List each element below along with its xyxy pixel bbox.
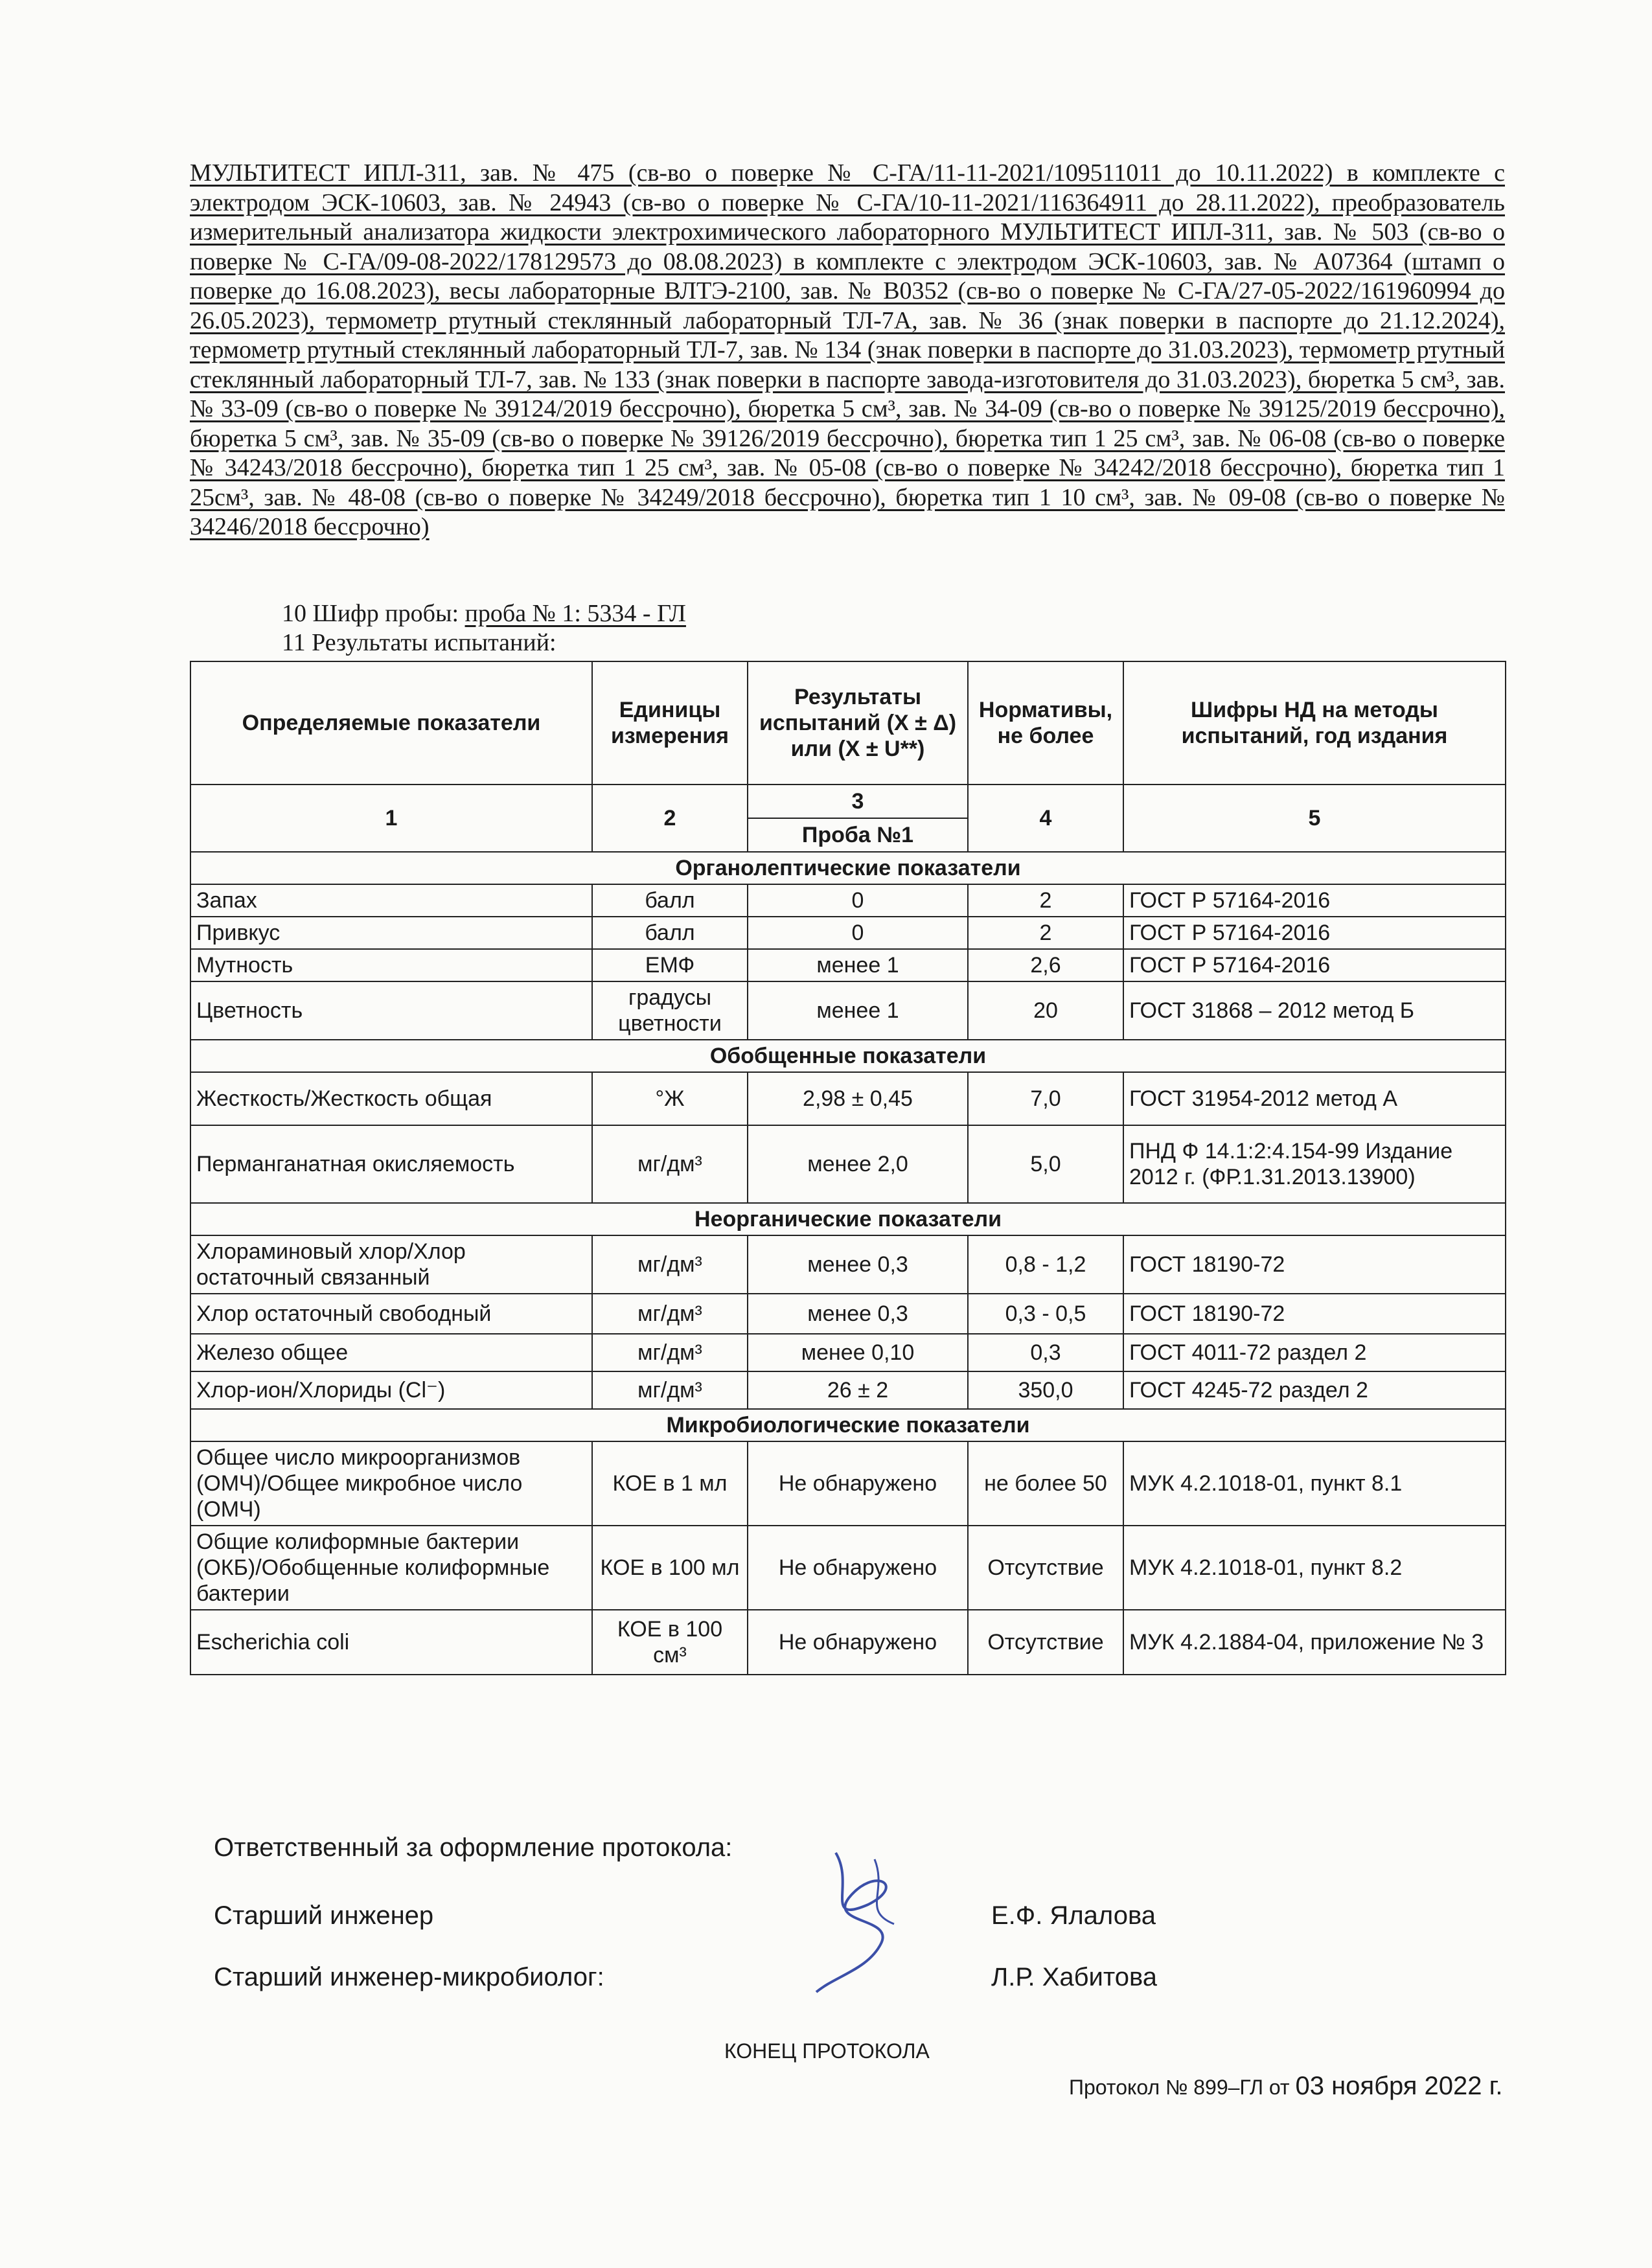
- header-norms: Нормативы, не более: [968, 661, 1123, 785]
- result-cell: менее 0,10: [748, 1334, 968, 1371]
- table-row: [190, 917, 1506, 949]
- result-cell: 0: [748, 917, 968, 949]
- indicator-cell: Цветность: [190, 981, 592, 1040]
- header-results: Результаты испытаний (Х ± Δ) или (Х ± U**): [748, 661, 968, 785]
- indicator-cell: Привкус: [190, 917, 592, 949]
- result-cell: 26 ± 2: [748, 1371, 968, 1409]
- norm-cell: 2: [968, 884, 1123, 917]
- table-row: [190, 1610, 1506, 1675]
- method-cell: ГОСТ 18190-72: [1123, 1235, 1506, 1294]
- method-cell: МУК 4.2.1884-04, приложение № 3: [1123, 1610, 1506, 1675]
- indicator-cell: Запах: [190, 884, 592, 917]
- method-cell: ГОСТ 4245-72 раздел 2: [1123, 1371, 1506, 1409]
- microbiologist-title: Старший инженер-микробиолог:: [214, 1963, 604, 1991]
- result-cell: менее 1: [748, 981, 968, 1040]
- table-row: [190, 1334, 1506, 1371]
- indicator-cell: Общее число микроорганизмов (ОМЧ)/Общее микробное число (ОМЧ): [190, 1441, 592, 1526]
- units-cell: мг/дм³: [592, 1371, 748, 1409]
- result-cell: Не обнаружено: [748, 1526, 968, 1610]
- indicator-cell: Хлор остаточный свободный: [190, 1294, 592, 1334]
- results-table: [190, 661, 1506, 1675]
- header-units: Единицы измерения: [592, 661, 748, 785]
- units-cell: балл: [592, 884, 748, 917]
- table-row: [190, 1072, 1506, 1125]
- column-number: 4: [968, 785, 1123, 852]
- norm-cell: 2,6: [968, 949, 1123, 981]
- norm-cell: не более 50: [968, 1441, 1123, 1526]
- column-numbers-row: [190, 785, 1506, 818]
- sample-code-label: 10 Шифр пробы:: [282, 600, 465, 627]
- end-of-protocol: КОНЕЦ ПРОТОКОЛА: [724, 2039, 930, 2063]
- footer-protocol-number: Протокол № 899–ГЛ от: [1069, 2076, 1290, 2099]
- indicator-cell: Хлор-ион/Хлориды (Cl⁻): [190, 1371, 592, 1409]
- sample-code-line: [282, 599, 686, 628]
- norm-cell: 20: [968, 981, 1123, 1040]
- result-cell: Не обнаружено: [748, 1610, 968, 1675]
- method-cell: ГОСТ Р 57164-2016: [1123, 917, 1506, 949]
- indicator-cell: Escherichia coli: [190, 1610, 592, 1675]
- senior-engineer-name: Е.Ф. Ялалова: [991, 1901, 1156, 1930]
- result-cell: менее 2,0: [748, 1125, 968, 1203]
- table-header-row: [190, 661, 1506, 785]
- indicator-cell: Общие колиформные бактерии (ОКБ)/Обобщенные колиформные бактерии: [190, 1526, 592, 1610]
- units-cell: ЕМФ: [592, 949, 748, 981]
- norm-cell: 5,0: [968, 1125, 1123, 1203]
- responsible-label: Ответственный за оформление протокола:: [214, 1833, 733, 1862]
- indicator-cell: Железо общее: [190, 1334, 592, 1371]
- units-cell: градусы цветности: [592, 981, 748, 1040]
- table-row: [190, 1125, 1506, 1203]
- method-cell: ПНД Ф 14.1:2:4.154-99 Издание 2012 г. (ФР.1.31.2013.13900): [1123, 1125, 1506, 1203]
- result-cell: 2,98 ± 0,45: [748, 1072, 968, 1125]
- norm-cell: 0,3 - 0,5: [968, 1294, 1123, 1334]
- units-cell: мг/дм³: [592, 1294, 748, 1334]
- section-title: Обобщенные показатели: [190, 1040, 1506, 1072]
- column-number: 5: [1123, 785, 1506, 852]
- table-row: [190, 884, 1506, 917]
- result-cell: менее 1: [748, 949, 968, 981]
- table-row: [190, 1294, 1506, 1334]
- section-header-row: [190, 1203, 1506, 1235]
- header-indicator: Определяемые показатели: [190, 661, 592, 785]
- instruments-paragraph: МУЛЬТИТЕСТ ИПЛ-311, зав. № 475 (св-во о поверке № С-ГА/11-11-2021/109511011 до 10.11.2022) в комплекте с электродом ЭСК-10603, зав. № 24943 (св-во о поверке № С-ГА/10-11-2021/116364911 до 28.11.2022), преобразователь измерительный анализатора жидкости электрохимического лабораторного МУЛЬТИТЕСТ ИПЛ-311, зав. № 503 (св-во о поверке № С-ГА/09-08-2022/178129573 до 08.08.2023) в комплекте с электродом ЭСК-10603, зав. № А07364 (штамп о поверке до 16.08.2023), весы лабораторные ВЛТЭ-2100, зав. № В0352 (св-во о поверке № С-ГА/27-05-2022/161960994 до 26.05.2023), термометр ртутный стеклянный лабораторный ТЛ-7А, зав. № 36 (знак поверки в паспорте до 21.12.2024), термометр ртутный стеклянный лабораторный ТЛ-7, зав. № 134 (знак поверки в паспорте до 31.03.2023), термометр ртутный стеклянный лабораторный ТЛ-7, зав. № 133 (знак поверки в паспорте завода-изготовителя до 31.03.2023), бюретка 5 см³, зав. № 33-09 (св-во о поверке № 39124/2019 бессрочно), бюретка 5 см³, зав. № 34-09 (св-во о поверке № 39125/2019 бессрочно), бюретка 5 см³, зав. № 35-09 (св-во о поверке № 39126/2019 бессрочно), бюретка тип 1 25 см³, зав. № 06-08 (св-во о поверке № 34243/2018 бессрочно), бюретка тип 1 25 см³, зав. № 05-08 (св-во о поверке № 34242/2018 бессрочно), бюретка тип 1 25см³, зав. № 48-08 (св-во о поверке № 34249/2018 бессрочно), бюретка тип 1 10 см³, зав. № 09-08 (св-во о поверке № 34246/2018 бессрочно): [190, 159, 1505, 540]
- table-row: [190, 981, 1506, 1040]
- column-number: 1: [190, 785, 592, 852]
- result-cell: 0: [748, 884, 968, 917]
- method-cell: МУК 4.2.1018-01, пункт 8.1: [1123, 1441, 1506, 1526]
- result-cell: менее 0,3: [748, 1235, 968, 1294]
- norm-cell: 7,0: [968, 1072, 1123, 1125]
- section-header-row: [190, 1040, 1506, 1072]
- table-row: [190, 1371, 1506, 1409]
- result-cell: Не обнаружено: [748, 1441, 968, 1526]
- indicator-cell: Хлораминовый хлор/Хлор остаточный связанный: [190, 1235, 592, 1294]
- sample-label: Проба №1: [748, 818, 968, 852]
- footer-date: 03 ноября 2022 г.: [1295, 2072, 1503, 2100]
- units-cell: КОЕ в 100 мл: [592, 1526, 748, 1610]
- section-title: Неорганические показатели: [190, 1203, 1506, 1235]
- section-header-row: [190, 852, 1506, 884]
- norm-cell: 350,0: [968, 1371, 1123, 1409]
- units-cell: °Ж: [592, 1072, 748, 1125]
- table-row: [190, 1526, 1506, 1610]
- units-cell: мг/дм³: [592, 1235, 748, 1294]
- result-cell: менее 0,3: [748, 1294, 968, 1334]
- header-methods: Шифры НД на методы испытаний, год издания: [1123, 661, 1506, 785]
- method-cell: ГОСТ Р 57164-2016: [1123, 884, 1506, 917]
- method-cell: ГОСТ 4011-72 раздел 2: [1123, 1334, 1506, 1371]
- footer-protocol-line: [1069, 2072, 1502, 2101]
- method-cell: МУК 4.2.1018-01, пункт 8.2: [1123, 1526, 1506, 1610]
- table-row: [190, 949, 1506, 981]
- senior-engineer-title: Старший инженер: [214, 1901, 434, 1930]
- handwritten-signature: [797, 1846, 939, 1995]
- units-cell: КОЕ в 1 мл: [592, 1441, 748, 1526]
- units-cell: балл: [592, 917, 748, 949]
- column-number: 3: [748, 785, 968, 818]
- sample-code-value: проба № 1: 5334 - ГЛ: [465, 600, 686, 627]
- table-row: [190, 1441, 1506, 1526]
- norm-cell: Отсутствие: [968, 1610, 1123, 1675]
- column-number: 2: [592, 785, 748, 852]
- section-title: Микробиологические показатели: [190, 1409, 1506, 1441]
- results-title: 11 Результаты испытаний:: [282, 629, 556, 656]
- method-cell: ГОСТ 31868 – 2012 метод Б: [1123, 981, 1506, 1040]
- microbiologist-name: Л.Р. Хабитова: [991, 1963, 1158, 1991]
- section-header-row: [190, 1409, 1506, 1441]
- method-cell: ГОСТ Р 57164-2016: [1123, 949, 1506, 981]
- units-cell: мг/дм³: [592, 1334, 748, 1371]
- results-table-body: [190, 661, 1506, 1675]
- norm-cell: 0,8 - 1,2: [968, 1235, 1123, 1294]
- units-cell: КОЕ в 100 см³: [592, 1610, 748, 1675]
- indicator-cell: Мутность: [190, 949, 592, 981]
- table-row: [190, 1235, 1506, 1294]
- indicator-cell: Жесткость/Жесткость общая: [190, 1072, 592, 1125]
- norm-cell: 2: [968, 917, 1123, 949]
- method-cell: ГОСТ 31954-2012 метод А: [1123, 1072, 1506, 1125]
- section-title: Органолептические показатели: [190, 852, 1506, 884]
- norm-cell: Отсутствие: [968, 1526, 1123, 1610]
- method-cell: ГОСТ 18190-72: [1123, 1294, 1506, 1334]
- norm-cell: 0,3: [968, 1334, 1123, 1371]
- indicator-cell: Перманганатная окисляемость: [190, 1125, 592, 1203]
- units-cell: мг/дм³: [592, 1125, 748, 1203]
